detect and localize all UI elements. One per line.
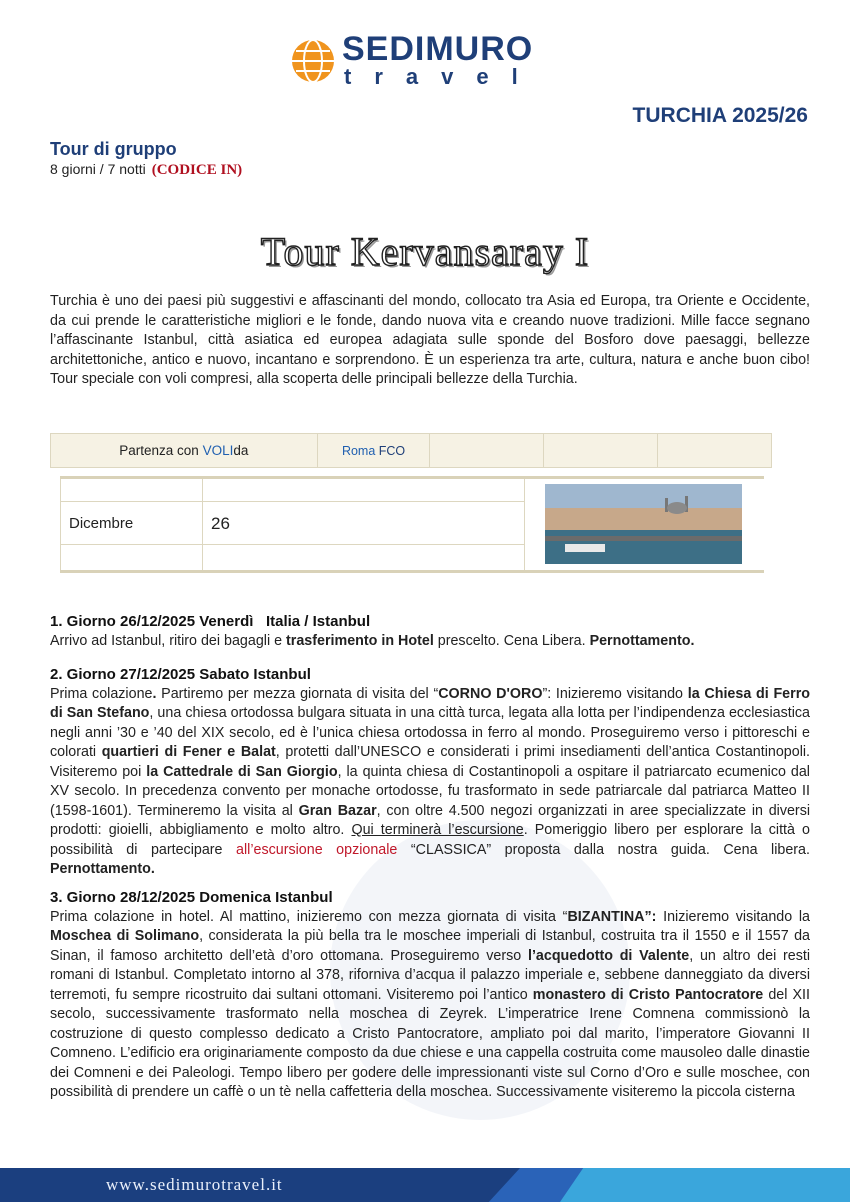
departure-cell-empty-2 [544, 434, 658, 467]
day-3-heading: 3. Giorno 28/12/2025 Domenica Istanbul [50, 889, 333, 906]
departure-city: Roma FCO [318, 434, 431, 467]
logo-word-sedimuro: SEDIMURO [342, 30, 534, 68]
departure-label: Partenza con VOLI da [51, 434, 318, 467]
day-1-heading: 1. Giorno 26/12/2025 Venerdì Italia / Istanbul [50, 613, 371, 630]
departure-airport: FCO [378, 443, 406, 458]
departure-bar [50, 433, 772, 468]
dates-table [60, 476, 764, 573]
brand-logo [290, 30, 590, 92]
voli-label: VOLI [202, 443, 234, 458]
destination-year-title: TURCHIA 2025/26 [632, 104, 808, 127]
day-2-text: Prima colazione. Partiremo per mezza giornata di visita del “CORNO D'ORO”: Inizieremo visitando la Chiesa di Ferro di San Stefano, una chiesa ortodossa bulgara situata in una città turca, legata alla lotta per l’indipendenza ecclesiastica negli anni ’30 e ’40 del XIX secolo, ed è l’unica chiesa ortodossa in ferro al mondo. Proseguiremo verso i pittoreschi e colorati quartieri di Fener e Balat, protetti dall’UNESCO e considerati i primi insediamenti dell’antica Costantinopoli. Visiteremo poi la Cattedrale di San Giorgio, la quinta chiesa di Costantinopoli a ospitare il patriarcato ecumenico dal XV secolo. In precedenza convento per monache ortodosse, fu trasformato in sede patriarcale dal patriarca Matteo II (1598-1601). Termineremo la visita al Gran Bazar, con oltre 4.500 negozi organizzati in aree specializzate in diversi prodotti: gioielli, abbigliamento e molto altro. Qui terminerà l’escursione. Pomeriggio libero per esplorare la città o possibilità di partecipare all’escursione opzionale “CLASSICA” proposta dalla nostra guida. Cena libera. Pernottamento. [50, 685, 811, 877]
departure-cell-empty-1 [430, 434, 544, 467]
itinerary-day-3 [50, 888, 810, 1103]
departure-day: 26 [211, 514, 230, 533]
duration-text: 8 giorni / 7 notti [50, 161, 146, 177]
itinerary-day-1 [50, 612, 810, 651]
day-1-text: Arrivo ad Istanbul, ritiro dei bagagli e trasferimento in Hotel prescelto. Cena Libera. Pernottamento. [50, 632, 695, 649]
tour-type: Tour di gruppo [50, 139, 177, 159]
intro-paragraph: Turchia è uno dei paesi più suggestivi e affascinanti del mondo, collocato tra Asia ed Europa, tra Oriente e Occidente, da cui prende le caratteristiche migliori e le fonde, dando nuova vita e creando nuove tradizioni. Mille facce segnano l’affascinante Istanbul, città asiatica ed europea adagiata sulle sponde del Bosforo dove paesaggi, bellezze architettoniche, antico e nuovo, incantano e sorprendono. È un esperienza tra arte, cultura, natura e anche buon cibo! Tour speciale con voli compresi, alla scoperta delle principali bellezze della Turchia. [50, 293, 810, 387]
istanbul-photo [545, 484, 742, 564]
logo-word-travel: travel [344, 64, 541, 89]
globe-icon [290, 38, 336, 84]
footer-bar [0, 1168, 850, 1202]
tour-title: Tour Kervansaray I [260, 229, 590, 274]
departure-cell-empty-3 [658, 434, 771, 467]
day-3-text: Prima colazione in hotel. Al mattino, inizieremo con mezza giornata di visita “BIZANTINA”: Inizieremo visitando la Moschea di Solimano, considerata la più bella tra le moschee imperiali di Istanbul, costruita tra il 1550 e il 1557 da Sinan, il famoso architetto dell’età d’oro ottomana. Proseguiremo verso l’acquedotto di Valente, un altro dei resti romani di Istanbul. Completato intorno al 378, riforniva d’acqua il palazzo imperiale e, sebbene danneggiato da diversi terremoti, fu sempre ricostruito dai sultani ottomani. Visiteremo poi l’antico monastero di Cristo Pantocratore del XII secolo, successivamente trasformato nella moschea di Zeyrek. L’imperatrice Irene Comnena commissionò la costruzione di questo complesso dedicato a Cristo Pantocratore, ampliato poi dal marito, l’imperatore Giovanni II Comneno. L’edificio era originariamente composto da due chiese e una cappella costruita come mausoleo dalle dinastie dei Comneni e dei Paleologi. Tempo libero per godere delle impressionanti viste sul Corno d’Oro e sulle moschee, con possibilità di prendere un caffè o un tè nella caffetteria della moschea. Successivamente visiteremo la piccola cisterna [50, 908, 811, 1100]
itinerary-day-2 [50, 665, 810, 880]
departure-month: Dicembre [69, 515, 134, 532]
tour-duration [50, 161, 242, 179]
tour-code: (CODICE IN) [151, 162, 243, 178]
day-2-heading: 2. Giorno 27/12/2025 Sabato Istanbul [50, 666, 311, 683]
footer-website-link[interactable]: www.sedimurotravel.it [106, 1175, 283, 1194]
